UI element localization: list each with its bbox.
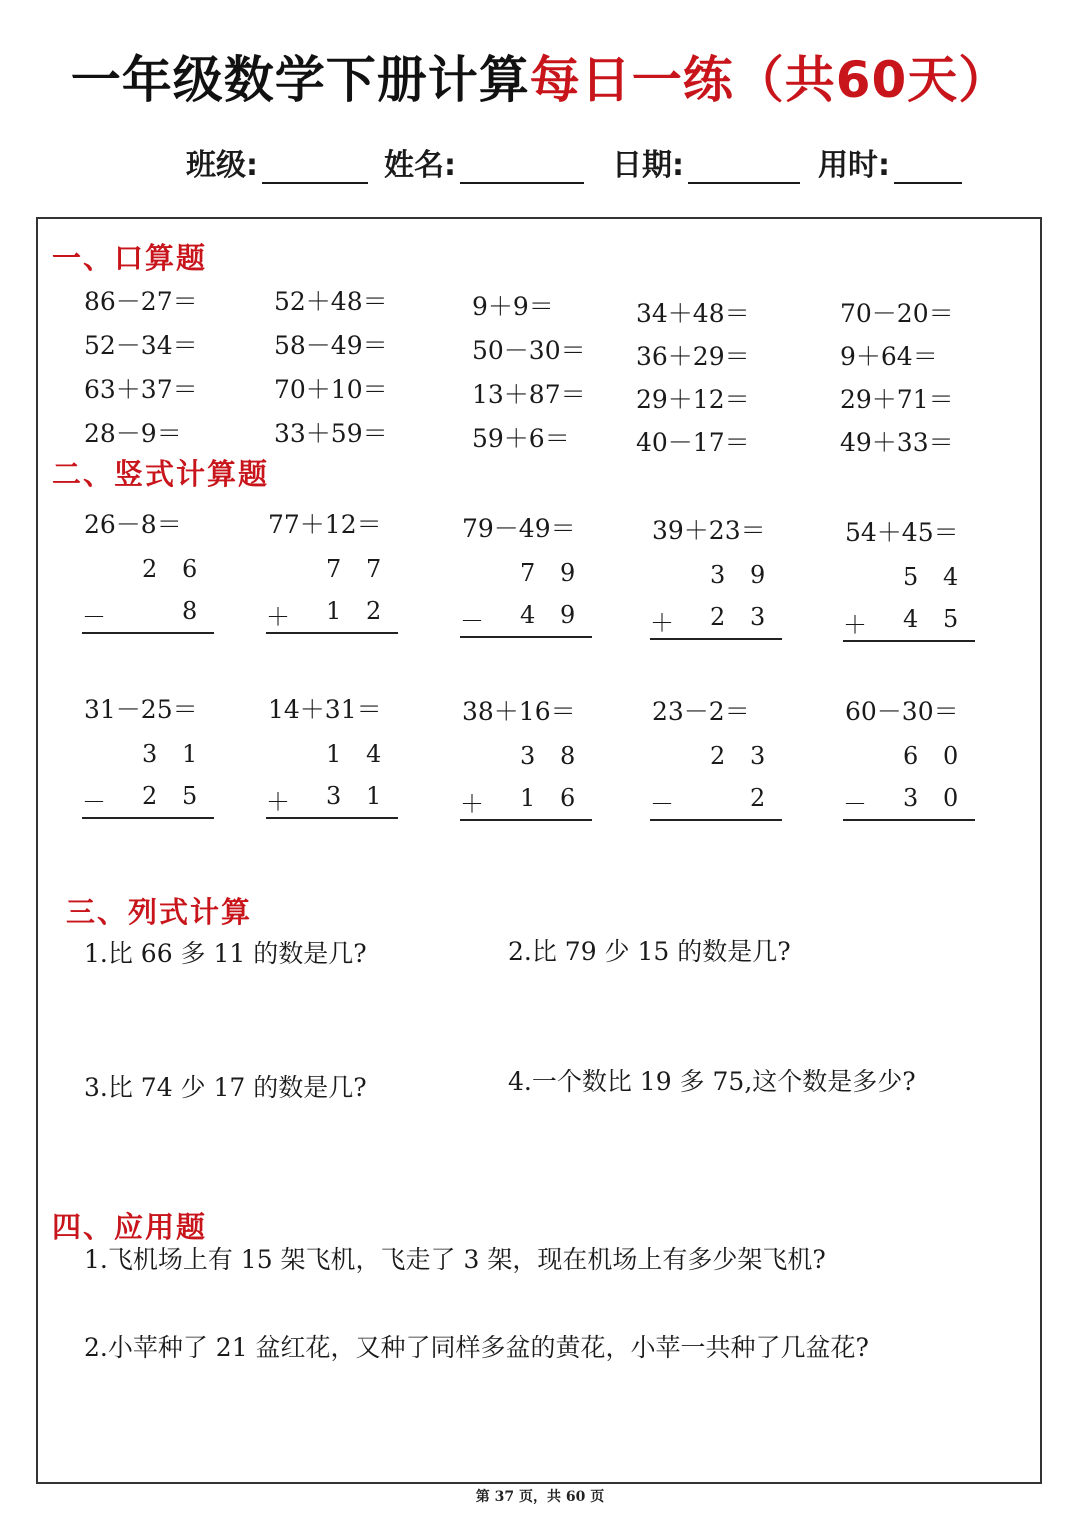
page-title — [0, 40, 1080, 112]
word-problem-2: 2.小苹种了 21 盆红花，又种了同样多盆的黄花，小苹一共种了几盆花? — [84, 1333, 869, 1362]
time-label: 用时: — [818, 148, 890, 183]
oral-problem: 9＋9＝ — [472, 292, 554, 321]
top-digit: 9 — [750, 561, 766, 589]
top-digit: 3 — [142, 740, 158, 768]
operator: － — [82, 788, 106, 816]
top-digit: 3 — [520, 742, 536, 770]
vertical-expression: 79－49＝ — [462, 514, 576, 543]
top-digit: 6 — [903, 742, 919, 770]
top-digit: 6 — [182, 555, 198, 583]
top-digit: 7 — [326, 555, 342, 583]
top-digit: 0 — [943, 742, 959, 770]
vertical-expression: 23－2＝ — [652, 697, 750, 726]
oral-problem: 59＋6＝ — [472, 424, 570, 453]
list-question-4: 4.一个数比 19 多 75,这个数是多少? — [508, 1067, 916, 1096]
vertical-expression: 38＋16＝ — [462, 697, 576, 726]
operator: － — [843, 790, 867, 818]
title-red: 每日一练（共60天） — [529, 51, 1010, 109]
bottom-digit: 2 — [142, 782, 158, 810]
name-label: 姓名: — [384, 148, 456, 183]
bottom-digit: 6 — [560, 784, 576, 812]
section-word-title: 四、应用题 — [52, 1210, 208, 1244]
bottom-digit: 4 — [520, 601, 536, 629]
section-vertical-title: 二、竖式计算题 — [52, 457, 270, 491]
oral-problem: 58－49＝ — [274, 331, 388, 360]
top-digit: 7 — [366, 555, 382, 583]
top-digit: 3 — [710, 561, 726, 589]
top-digit: 1 — [326, 740, 342, 768]
operator: ＋ — [266, 788, 290, 816]
operator: － — [82, 603, 106, 631]
page-footer: 第 37 页，共 60 页 — [475, 1489, 605, 1505]
oral-problem: 29＋12＝ — [636, 385, 750, 414]
vertical-expression: 60－30＝ — [845, 697, 959, 726]
oral-problem: 52＋48＝ — [274, 287, 388, 316]
bottom-digit: 8 — [182, 597, 198, 625]
class-label: 班级: — [186, 148, 258, 183]
answer-line — [650, 819, 782, 821]
oral-problem: 52－34＝ — [84, 331, 198, 360]
answer-line — [650, 638, 782, 640]
bottom-digit: 2 — [366, 597, 382, 625]
oral-problem: 63＋37＝ — [84, 375, 198, 404]
answer-line — [843, 640, 975, 642]
top-digit: 2 — [710, 742, 726, 770]
bottom-digit: 4 — [903, 605, 919, 633]
oral-problem: 34＋48＝ — [636, 299, 750, 328]
operator: ＋ — [650, 609, 674, 637]
vertical-expression: 31－25＝ — [84, 695, 198, 724]
vertical-expression: 77＋12＝ — [268, 510, 382, 539]
bottom-digit: 3 — [326, 782, 342, 810]
vertical-expression: 54＋45＝ — [845, 518, 959, 547]
date-label: 日期: — [612, 148, 684, 183]
section-oral-title: 一、口算题 — [52, 241, 208, 275]
oral-problem: 33＋59＝ — [274, 419, 388, 448]
top-digit: 5 — [903, 563, 919, 591]
oral-problem: 13＋87＝ — [472, 380, 586, 409]
list-question-2: 2.比 79 少 15 的数是几? — [508, 937, 791, 966]
answer-line — [266, 632, 398, 634]
bottom-digit: 1 — [326, 597, 342, 625]
bottom-digit: 5 — [943, 605, 959, 633]
oral-problem: 49＋33＝ — [840, 428, 954, 457]
operator: － — [460, 607, 484, 635]
word-problem-1: 1.飞机场上有 15 架飞机，飞走了 3 架，现在机场上有多少架飞机? — [84, 1245, 826, 1274]
oral-problem: 40－17＝ — [636, 428, 750, 457]
bottom-digit: 1 — [366, 782, 382, 810]
answer-line — [843, 819, 975, 821]
oral-problem: 70＋10＝ — [274, 375, 388, 404]
bottom-digit: 0 — [943, 784, 959, 812]
vertical-expression: 14＋31＝ — [268, 695, 382, 724]
top-digit: 4 — [366, 740, 382, 768]
bottom-digit: 9 — [560, 601, 576, 629]
vertical-expression: 39＋23＝ — [652, 516, 766, 545]
answer-line — [82, 817, 214, 819]
bottom-digit: 2 — [710, 603, 726, 631]
list-question-1: 1.比 66 多 11 的数是几? — [84, 939, 367, 968]
operator: ＋ — [843, 611, 867, 639]
title-black: 一年级数学下册计算 — [70, 51, 530, 109]
top-digit: 2 — [142, 555, 158, 583]
name-field[interactable] — [384, 140, 584, 184]
oral-problem: 50－30＝ — [472, 336, 586, 365]
date-field[interactable] — [612, 140, 800, 184]
oral-problem: 9＋64＝ — [840, 342, 938, 371]
oral-problem: 70－20＝ — [840, 299, 954, 328]
top-digit: 3 — [750, 742, 766, 770]
top-digit: 8 — [560, 742, 576, 770]
answer-line — [460, 819, 592, 821]
operator: ＋ — [460, 790, 484, 818]
answer-line — [460, 636, 592, 638]
vertical-expression: 26－8＝ — [84, 510, 182, 539]
top-digit: 1 — [182, 740, 198, 768]
top-digit: 9 — [560, 559, 576, 587]
top-digit: 7 — [520, 559, 536, 587]
oral-problem: 28－9＝ — [84, 419, 182, 448]
answer-line — [266, 817, 398, 819]
oral-problem: 36＋29＝ — [636, 342, 750, 371]
oral-problem: 29＋71＝ — [840, 385, 954, 414]
bottom-digit: 3 — [903, 784, 919, 812]
answer-line — [82, 632, 214, 634]
bottom-digit: 1 — [520, 784, 536, 812]
section-list-title: 三、列式计算 — [66, 895, 253, 929]
class-field[interactable] — [186, 140, 368, 184]
top-digit: 4 — [943, 563, 959, 591]
operator: ＋ — [266, 603, 290, 631]
bottom-digit: 2 — [750, 784, 766, 812]
bottom-digit: 3 — [750, 603, 766, 631]
bottom-digit: 5 — [182, 782, 198, 810]
time-field[interactable] — [818, 140, 962, 184]
oral-problem: 86－27＝ — [84, 287, 198, 316]
list-question-3: 3.比 74 少 17 的数是几? — [84, 1073, 367, 1102]
operator: － — [650, 790, 674, 818]
